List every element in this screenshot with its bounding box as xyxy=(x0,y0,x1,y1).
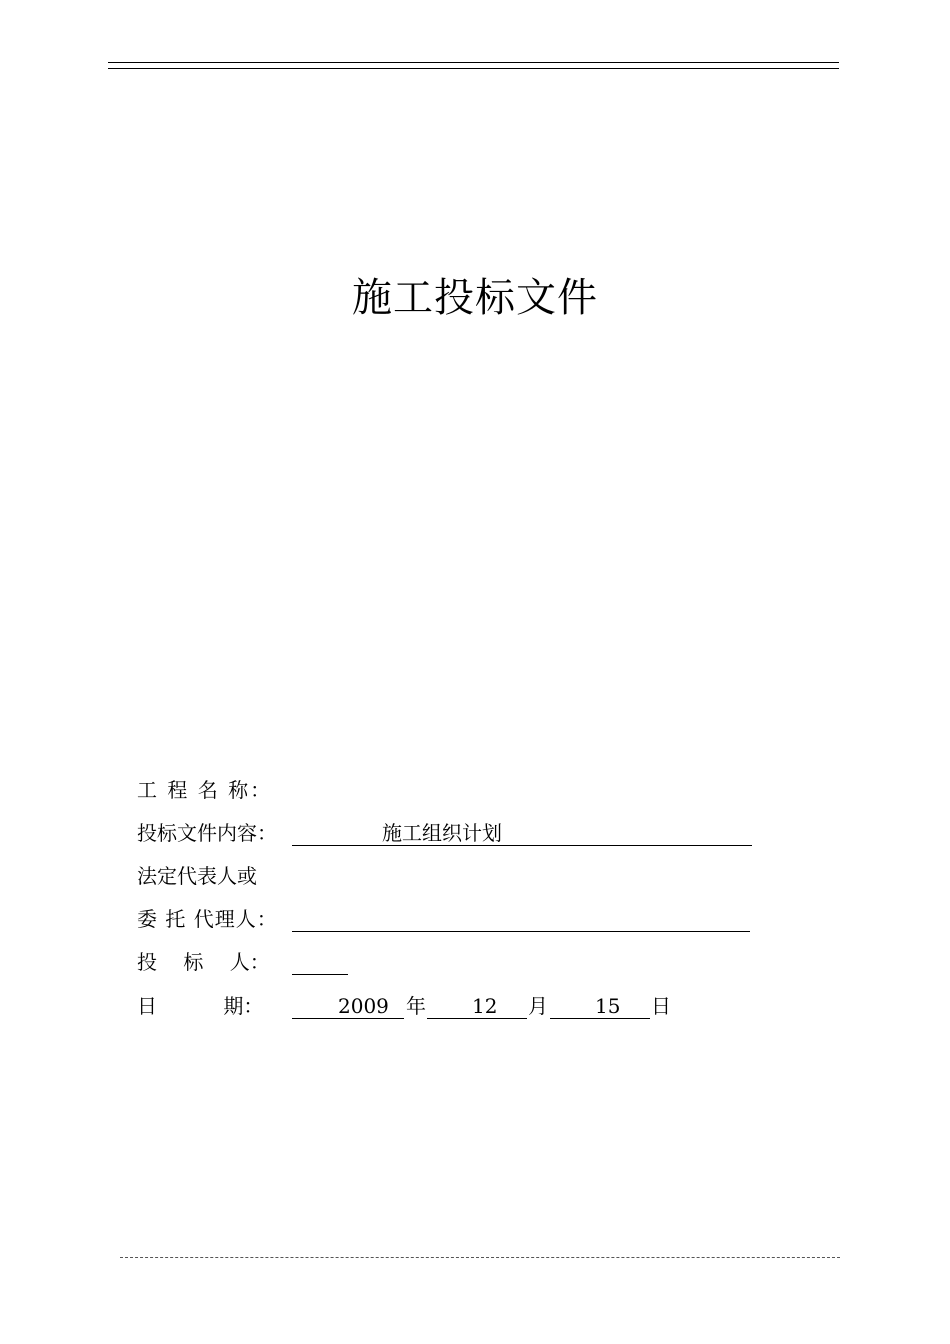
date-day-field xyxy=(550,994,650,1019)
date-label: 日 期： xyxy=(137,994,264,1018)
bidder-field xyxy=(292,950,348,975)
date-day-value: 15 xyxy=(595,994,621,1018)
footer-dashed-rule xyxy=(120,1257,840,1258)
legal-rep-label: 法定代表人或 xyxy=(137,864,257,888)
agent-label: 委 托 代理人： xyxy=(137,907,278,931)
date-month-value: 12 xyxy=(472,994,498,1018)
bid-content-label: 投标文件内容： xyxy=(137,821,277,845)
document-title: 施工投标文件 xyxy=(352,275,598,321)
bidder-label: 投 标 人： xyxy=(137,950,270,974)
bid-content-field xyxy=(292,821,752,846)
header-rule-bottom xyxy=(108,68,839,69)
date-year-unit: 年 xyxy=(406,994,426,1018)
date-year-value: 2009 xyxy=(338,994,389,1018)
date-month-unit: 月 xyxy=(528,994,548,1018)
date-day-unit: 日 xyxy=(651,994,671,1018)
date-year-field xyxy=(292,994,404,1019)
date-month-field xyxy=(427,994,527,1019)
bid-content-value: 施工组织计划 xyxy=(382,821,502,845)
agent-field xyxy=(292,907,750,932)
project-name-label: 工 程 名 称： xyxy=(137,778,273,802)
header-rule-top xyxy=(108,62,839,63)
